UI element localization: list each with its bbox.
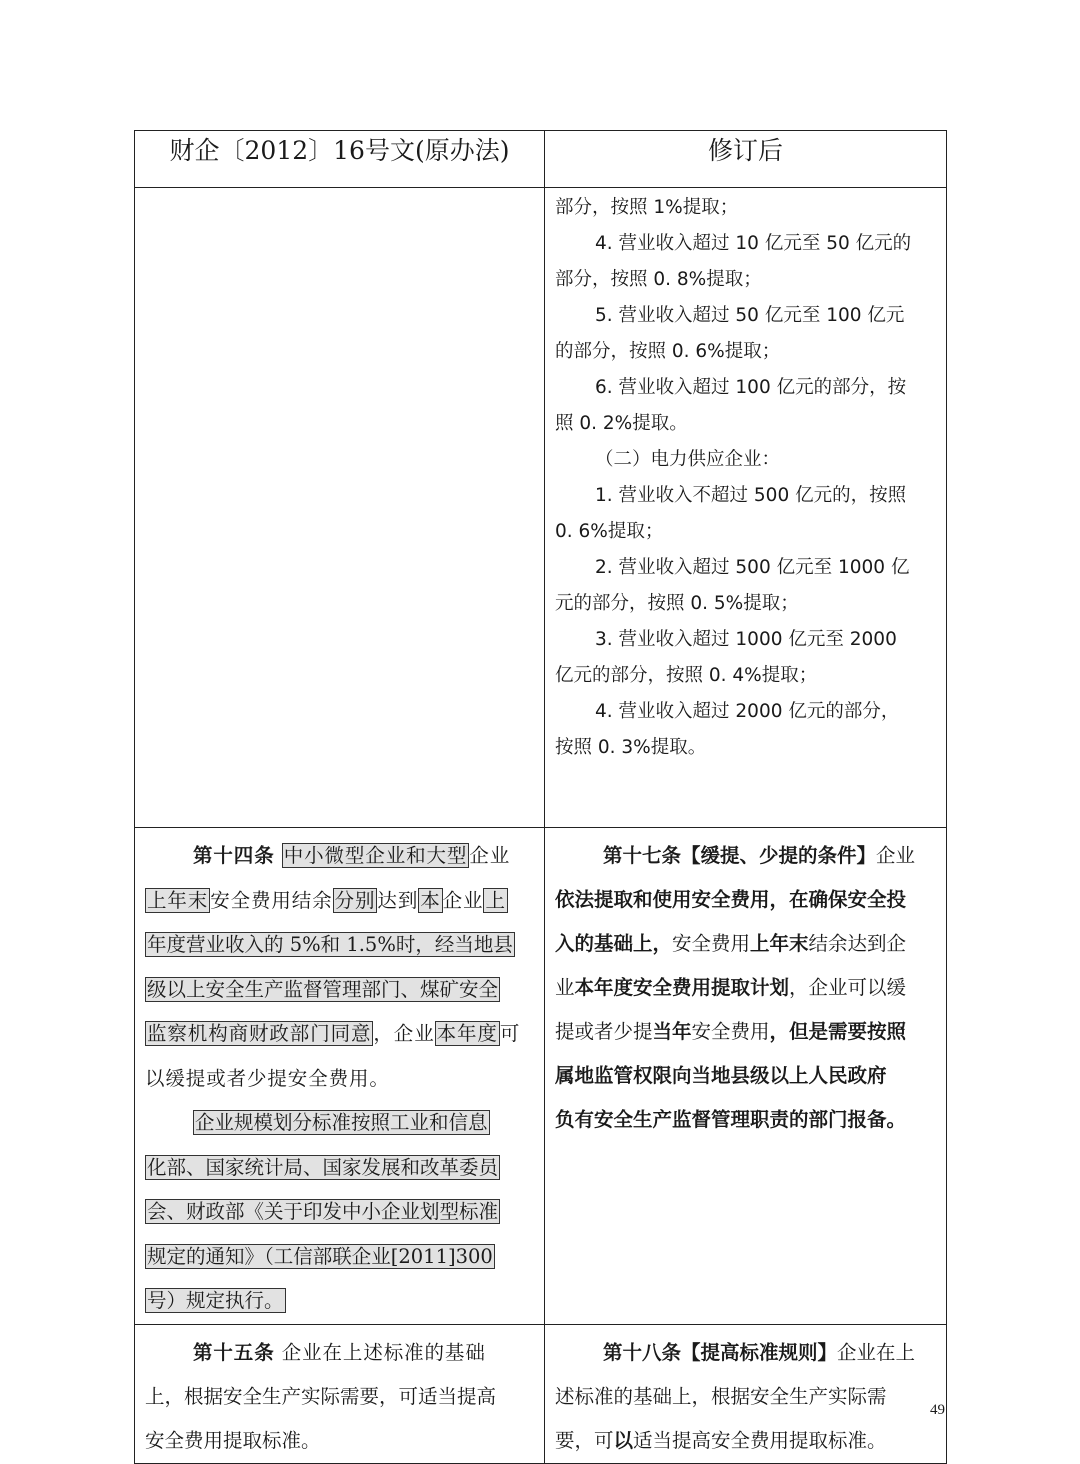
row1-revised-cell bbox=[545, 188, 947, 828]
text-span: 安全费用 bbox=[691, 1020, 770, 1043]
highlighted-text: 上年末 bbox=[147, 888, 209, 912]
text-line: 部分，按照 1%提取； bbox=[555, 197, 739, 218]
text-line: （二）电力供应企业： bbox=[595, 449, 781, 470]
table-header-row bbox=[135, 131, 947, 188]
article17-text bbox=[545, 828, 946, 1142]
text-line bbox=[145, 1235, 536, 1280]
text-line: 2. 营业收入超过 500 亿元至 1000 亿 bbox=[595, 557, 910, 578]
highlighted-text: 规定的通知》（工信部联企业[2011]300 bbox=[147, 1244, 493, 1268]
text-span: ，企业可以缓 bbox=[789, 976, 907, 999]
text-line: 6. 营业收入超过 100 亿元的部分，按 bbox=[595, 377, 907, 398]
text-span: 企业在上 bbox=[837, 1340, 916, 1364]
text-span: 安全费用结余 bbox=[210, 888, 333, 912]
text-line bbox=[145, 923, 536, 968]
text-span: 业 bbox=[555, 976, 575, 999]
text-line bbox=[555, 1419, 938, 1463]
article-heading: 第十八条【提高标准规则】 bbox=[603, 1340, 838, 1364]
page-number: 49 bbox=[930, 1402, 945, 1418]
article-number: 第十五条 bbox=[193, 1340, 275, 1364]
text-span: 可 bbox=[499, 1022, 521, 1045]
article17-revised-cell bbox=[545, 828, 947, 1325]
text-span: 企业 bbox=[442, 888, 484, 912]
text-span: 适当提高安全费用提取标准。 bbox=[633, 1428, 887, 1452]
table-row bbox=[135, 1324, 947, 1463]
text-line bbox=[145, 1012, 536, 1057]
text-span: 上年末 bbox=[750, 932, 809, 955]
text-span: 提或者少提 bbox=[555, 1020, 653, 1043]
comparison-table bbox=[134, 130, 947, 1464]
article-heading: 第十七条【缓提、少提的条件】 bbox=[603, 844, 877, 867]
highlighted-text: 化部、国家统计局、国家发展和改革委员 bbox=[147, 1155, 499, 1179]
article-number: 第十四条 bbox=[193, 844, 275, 867]
text-line: 3. 营业收入超过 1000 亿元至 2000 bbox=[595, 629, 897, 650]
highlighted-text: 上 bbox=[485, 888, 506, 912]
text-line bbox=[145, 1101, 536, 1146]
text-span: 以 bbox=[613, 1428, 634, 1452]
table-row bbox=[135, 828, 947, 1325]
text-span: 本年度安全费用提取计划 bbox=[574, 976, 790, 999]
text-line: 安全费用提取标准。 bbox=[145, 1428, 321, 1452]
text-line bbox=[555, 922, 938, 966]
text-span: ，企业 bbox=[373, 1022, 435, 1045]
text-line: 4. 营业收入超过 10 亿元至 50 亿元的 bbox=[595, 233, 912, 254]
text-line bbox=[555, 1010, 938, 1054]
text-line bbox=[145, 1190, 536, 1235]
text-line: 按照 0. 3%提取。 bbox=[555, 737, 707, 758]
text-line: 以缓提或者少提安全费用。 bbox=[145, 1066, 390, 1090]
text-line bbox=[555, 966, 938, 1010]
header-original: 财企〔2012〕16号文(原办法) bbox=[135, 131, 545, 188]
text-line: 负有安全生产监督管理职责的部门报备。 bbox=[555, 1108, 907, 1131]
text-line: 0. 6%提取； bbox=[555, 521, 664, 542]
text-line: 的部分，按照 0. 6%提取； bbox=[555, 341, 781, 362]
article15-original-cell bbox=[135, 1324, 545, 1463]
highlighted-text: 中小微型企业和大型 bbox=[283, 844, 468, 867]
highlighted-text: 监察机构商财政部门同意 bbox=[147, 1022, 372, 1045]
text-line: 部分，按照 0. 8%提取； bbox=[555, 269, 762, 290]
row1-revised-text bbox=[545, 188, 946, 766]
text-line: 亿元的部分，按照 0. 4%提取； bbox=[555, 665, 818, 686]
text-line bbox=[145, 879, 536, 924]
text-line bbox=[145, 1279, 536, 1324]
text-line bbox=[145, 968, 536, 1013]
text-line bbox=[555, 1331, 938, 1375]
text-line: 4. 营业收入超过 2000 亿元的部分， bbox=[595, 701, 900, 722]
row1-original-cell bbox=[135, 188, 545, 828]
text-line bbox=[145, 1331, 536, 1375]
text-line: 属地监管权限向当地县级以上人民政府 bbox=[555, 1064, 887, 1087]
highlighted-text: 级以上安全生产监督管理部门、煤矿安全 bbox=[147, 977, 499, 1001]
text-span: 要，可 bbox=[555, 1428, 614, 1452]
text-span: 结余达到企 bbox=[808, 932, 907, 955]
text-line: 述标准的基础上，根据安全生产实际需 bbox=[555, 1384, 887, 1408]
text-line: 上，根据安全生产实际需要，可适当提高 bbox=[145, 1384, 497, 1408]
table-row bbox=[135, 188, 947, 828]
text-span: 当年 bbox=[652, 1020, 692, 1043]
text-line: 依法提取和使用安全费用，在确保安全投 bbox=[555, 888, 907, 911]
text-span: 企业 bbox=[876, 844, 916, 867]
text-span: 达到 bbox=[377, 888, 419, 912]
highlighted-text: 本年度 bbox=[436, 1022, 498, 1045]
highlighted-text: 号）规定执行。 bbox=[147, 1289, 284, 1312]
text-line bbox=[555, 834, 938, 878]
text-span: 安全费用 bbox=[672, 932, 751, 955]
article14-original-cell bbox=[135, 828, 545, 1325]
highlighted-text: 年度营业收入的 5%和 1.5%时，经当地县 bbox=[147, 933, 513, 956]
text-span: ，但是需要按照 bbox=[769, 1020, 907, 1043]
text-line: 1. 营业收入不超过 500 亿元的，按照 bbox=[595, 485, 907, 506]
highlighted-text: 分别 bbox=[334, 888, 376, 912]
text-span: 企业 bbox=[469, 844, 511, 867]
highlighted-text: 会、财政部《关于印发中小企业划型标准 bbox=[147, 1200, 499, 1223]
text-span: 入的基础上， bbox=[555, 932, 673, 955]
highlighted-text: 企业规模划分标准按照工业和信息 bbox=[195, 1111, 488, 1134]
header-revised: 修订后 bbox=[545, 131, 947, 188]
text-span: 企业在上述标准的基础 bbox=[281, 1340, 486, 1364]
text-line bbox=[145, 834, 536, 879]
article14-text bbox=[135, 828, 544, 1324]
text-line: 5. 营业收入超过 50 亿元至 100 亿元 bbox=[595, 305, 905, 326]
article18-revised-cell bbox=[545, 1324, 947, 1463]
text-line: 照 0. 2%提取。 bbox=[555, 413, 688, 434]
text-line: 元的部分，按照 0. 5%提取； bbox=[555, 593, 799, 614]
text-line bbox=[145, 1146, 536, 1191]
highlighted-text: 本 bbox=[420, 888, 441, 912]
